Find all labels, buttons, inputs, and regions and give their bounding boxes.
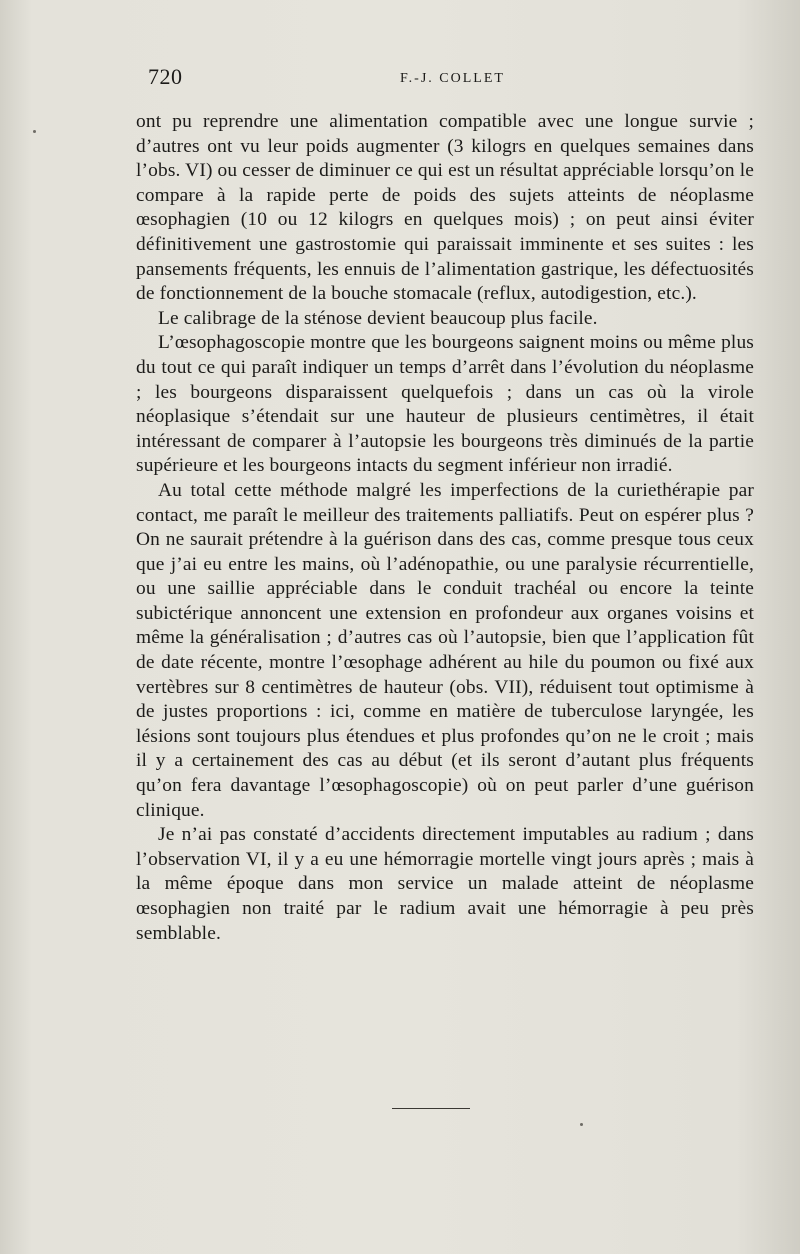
body-text xyxy=(136,110,754,946)
running-head: F.-J. COLLET xyxy=(400,71,505,86)
paragraph-calibrage: Le calibrage de la sténose devient beaucoup plus facile. xyxy=(158,307,598,329)
paragraph-accidents: Je n’ai pas constaté d’accidents directement imputables au radium ; dans l’observation VI, il y a eu une hémorragie mortelle vingt jours après ; mais à la même époque dans mon service un malade atteint de néoplasme œsophagien non traité par le radium avait une hémorragie à peu près semblable. xyxy=(136,824,754,944)
page-number: 720 xyxy=(148,64,183,89)
footer-rule xyxy=(392,1108,470,1109)
page-header xyxy=(148,64,748,94)
paper-speck xyxy=(580,1123,583,1126)
paper-speck xyxy=(33,130,36,133)
paragraph-oesophagoscopie: L’œsophagoscopie montre que les bourgeons saignent moins ou même plus du tout ce qui paraît indiquer un temps d’arrêt dans l’évolution du néoplasme ; les bourgeons disparaissent quelquefois ; dans un cas où la virole néoplasique s’étendait sur une hauteur de plusieurs centimètres, il était intéressant de comparer à l’autopsie les bourgeons très diminués de la partie supérieure et les bourgeons intacts du segment inférieur non irradié. xyxy=(136,332,754,477)
paragraph-au-total: Au total cette méthode malgré les imperfections de la curiethérapie par contact, me paraît le meilleur des traitements palliatifs. Peut on espérer plus ? On ne saurait prétendre à la guérison dans des cas, comme presque tous ceux que j’ai eu entre les mains, où l’adénopathie, ou une paralysie récurrentielle, ou une saillie appréciable dans le conduit trachéal ou encore la teinte subictérique annoncent une extension en profondeur aux organes voisins et même la généralisation ; d’autres cas où l’autopsie, bien que l’application fût de date récente, montre l’œsophage adhérent au hile du poumon ou fixé aux vertèbres sur 8 centimètres de hauteur (obs. VII), réduisent tout optimisme à de justes proportions : ici, comme en matière de tuberculose laryngée, les lésions sont toujours plus étendues et plus profondes qu’on ne le croit ; mais il y a certainement des cas au début (et ils seront d’autant plus fréquents qu’on fera davantage l’œsophagoscopie) où on peut parler d’une guérison clinique. xyxy=(136,479,754,821)
paragraph-continuation: ont pu reprendre une alimentation compatible avec une longue survie ; d’autres ont vu leur poids augmenter (3 kilogrs en quelques semaines dans l’obs. VI) ou cesser de diminuer ce qui est un résultat appréciable lorsqu’on le compare à la rapide perte de poids des sujets atteints de néoplasme œsophagien (10 ou 12 kilogrs en quelques mois) ; on peut ainsi éviter définitivement une gastrostomie qui paraissait imminente et ses suites : les pansements fréquents, les ennuis de l’alimentation gastrique, les défectuosités de fonctionnement de la bouche stomacale (reflux, autodigestion, etc.). xyxy=(136,111,754,305)
